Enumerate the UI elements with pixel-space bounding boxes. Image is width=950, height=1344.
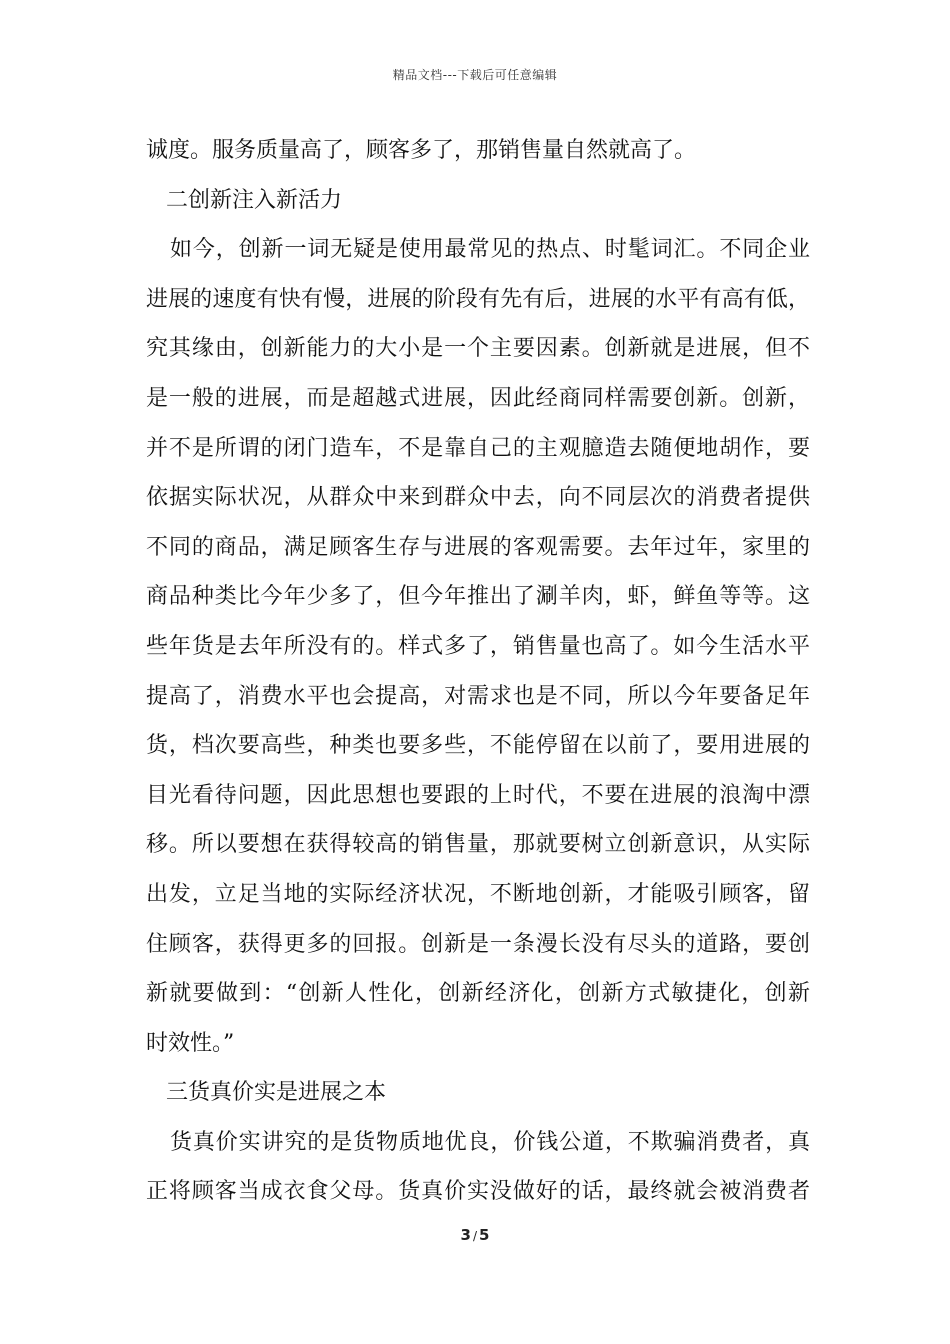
section-heading: 二创新注入新活力 (166, 187, 343, 213)
paragraph-line: 并不是所谓的闭门造车，不是靠自己的主观臆造去随便地胡作，要 (146, 435, 810, 461)
page-header: 精品文档---下载后可任意编辑 (392, 68, 558, 82)
paragraph-line: 如今，创新一词无疑是使用最常见的热点、时髦词汇。不同企业 (170, 237, 810, 263)
paragraph-line: 出发，立足当地的实际经济状况，不断地创新，才能吸引顾客，留 (146, 881, 810, 907)
paragraph-line: 依据实际状况，从群众中来到群众中去，向不同层次的消费者提供 (146, 485, 810, 511)
paragraph-line: 是一般的进展，而是超越式进展，因此经商同样需要创新。创新， (146, 385, 810, 411)
paragraph-line: 货真价实讲究的是货物质地优良，价钱公道，不欺骗消费者，真 (170, 1129, 810, 1155)
paragraph-line: 目光看待问题，因此思想也要跟的上时代，不要在进展的浪淘中漂 (146, 782, 810, 808)
section-heading: 三货真价实是进展之本 (166, 1080, 387, 1106)
paragraph-line: 货，档次要高些，种类也要多些，不能停留在以前了，要用进展的 (146, 733, 810, 759)
paragraph-line: 时效性。” (146, 1030, 235, 1056)
paragraph-line: 进展的速度有快有慢，进展的阶段有先有后，进展的水平有高有低， (146, 286, 810, 312)
document-body (146, 126, 810, 1217)
paragraph-line: 诚度。服务质量高了，顾客多了，那销售量自然就高了。 (146, 138, 697, 163)
paragraph-line: 商品种类比今年少多了，但今年推出了涮羊肉，虾，鲜鱼等等。这 (146, 584, 810, 610)
page-separator: / (472, 1229, 478, 1243)
paragraph-line: 不同的商品，满足顾客生存与进展的客观需要。去年过年，家里的 (146, 534, 810, 560)
paragraph-line: 正将顾客当成衣食父母。货真价实没做好的话，最终就会被消费者 (146, 1179, 810, 1205)
paragraph-line: 住顾客，获得更多的回报。创新是一条漫长没有尽头的道路，要创 (146, 931, 810, 957)
page-number (0, 1226, 950, 1244)
paragraph-line: 些年货是去年所没有的。样式多了，销售量也高了。如今生活水平 (146, 633, 810, 659)
current-page: 3 (460, 1226, 471, 1244)
paragraph-line: 提高了，消费水平也会提高，对需求也是不同，所以今年要备足年 (146, 683, 810, 709)
paragraph-line: 移。所以要想在获得较高的销售量，那就要树立创新意识，从实际 (146, 832, 810, 858)
paragraph-line: 新就要做到：“创新人性化，创新经济化，创新方式敏捷化，创新 (146, 981, 810, 1007)
total-pages: 5 (479, 1226, 490, 1244)
paragraph-line: 究其缘由，创新能力的大小是一个主要因素。创新就是进展，但不 (146, 336, 810, 362)
